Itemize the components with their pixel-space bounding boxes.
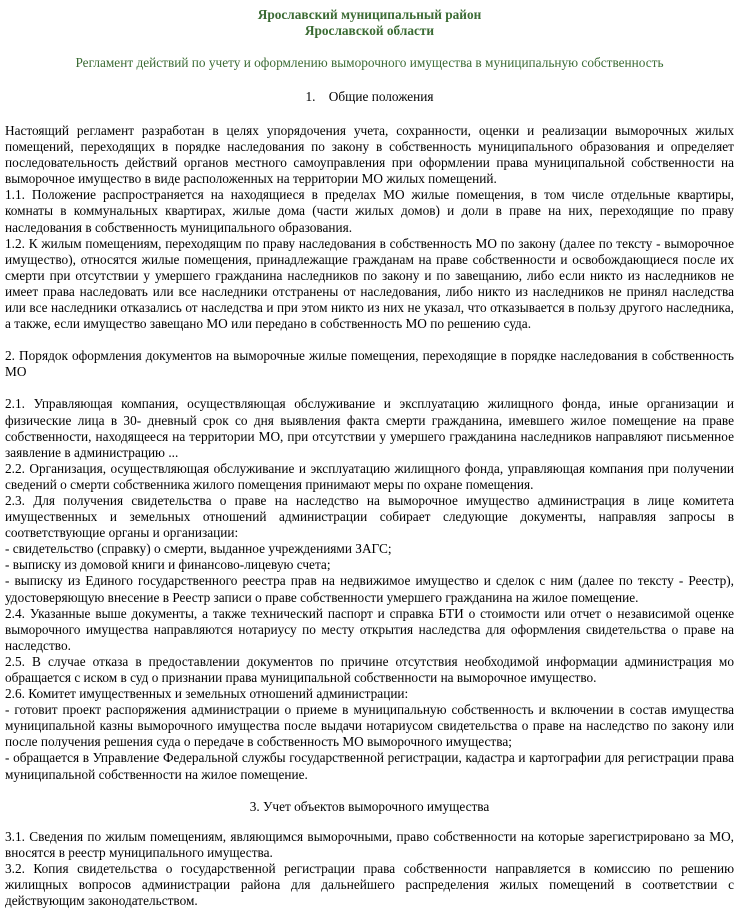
- document-body: [5, 123, 734, 783]
- paragraph-2-3: 2.3. Для получения свидетельства о праве на наследство на выморочное имущество администрация в лице комитета имущественных и земельных отношений администрации собирает следующие документы, направляя запросы в соответствующие органы и организации:: [5, 492, 734, 541]
- list-item: - свидетельство (справку) о смерти, выданное учреждениями ЗАГС;: [5, 541, 392, 557]
- paragraph-2-2: 2.2. Организация, осуществляющая обслуживание и эксплуатацию жилищного фонда, управляющая компания при получении сведений о смерти собственника жилого помещения принимают меры по охране помещения.: [5, 460, 734, 492]
- paragraph-3-2: 3.2. Копия свидетельства о государственной регистрации права собственности направляется в комиссию по решению жилищных вопросов администрации района для дальнейшего распределения жилых помещений в соответствии с действующим законодательством.: [5, 860, 734, 909]
- section-1-heading: 1. Общие положения: [305, 89, 434, 104]
- paragraph-2-4: 2.4. Указанные выше документы, а также технический паспорт и справка БТИ о стоимости или отчет о независимой оценке выморочного имущества направляются нотариусу по месту открытия наследства для оформления свидетельства о праве на наследство.: [5, 605, 734, 653]
- section-2-heading: 2. Порядок оформления документов на выморочные жилые помещения, переходящие в порядке наследования в собственность МО: [5, 348, 734, 380]
- list-item: - обращается в Управление Федеральной службы государственной регистрации, кадастра и картографии для регистрации права муниципальной собственности на жилое помещение.: [5, 750, 734, 782]
- paragraph-2-6: 2.6. Комитет имущественных и земельных отношений администрации:: [5, 686, 409, 702]
- paragraph-1-1: 1.1. Положение распространяется на находящиеся в пределах МО жилые помещения, в том числе отдельные квартиры, комнаты в коммунальных квартирах, жилые дома (части жилых домов) и доли в праве на них, переходящие по праву наследования в собственность муниципального образования.: [5, 187, 734, 235]
- list-item: - готовит проект распоряжения администрации о приеме в муниципальную собственность и включении в состав имущества муниципальной казны выморочного имущества после выдачи нотариусом свидетельства о праве на наследство по закону или после получения решения суда о передаче в собственность МО выморочного имущества;: [5, 702, 734, 750]
- paragraph-2-1: 2.1. Управляющая компания, осуществляющая обслуживание и эксплуатацию жилищного фонда, иные организации и физические лица в 30- дневный срок со дня выявления факта смерти гражданина, имевшего жилое помещение на праве собственности, находящееся на территории МО, при отсутствии у умершего гражданина наследников направляют письменное заявление в администрацию ...: [5, 396, 734, 460]
- paragraph-2-5: 2.5. В случае отказа в предоставлении документов по причине отсутствия необходимой информации администрация мо обращается с иском в суд о признании права муниципальной собственности на выморочное имущество.: [5, 653, 734, 685]
- paragraph-1-2: 1.2. К жилым помещениям, переходящим по праву наследования в собственность МО по закону (далее по тексту - выморочное имущество), относятся жилые помещения, принадлежащие гражданам на праве собственности и освобождающиеся после их смерти при отсутствии у умершего гражданина наследников по закону и по завещанию, либо если никто из наследников не имеет права наследовать или все наследники отстранены от наследования, либо никто из наследников не принял наследства или все наследники отказались от наследства и при этом никто из них не указал, что отказывается в пользу другого наследника, а также, если имущество завещано МО или передано в собственность МО по решению суда.: [5, 235, 734, 332]
- document-title: Регламент действий по учету и оформлению выморочного имущества в муниципальную собственность: [75, 55, 664, 70]
- list-item: - выписку из Единого государственного реестра прав на недвижимое имущество и сделок с ним (далее по тексту - Реестр), удостоверяющую внесение в Реестр записи о праве собственности умершего гражданина на жилое помещение.: [5, 573, 734, 605]
- section-3-heading: 3. Учет объектов выморочного имущества: [249, 798, 490, 814]
- list-item: - выписку из домовой книги и финансово-лицевую счета;: [5, 557, 331, 573]
- document-header: [5, 0, 734, 39]
- header-district: Ярославский муниципальный район: [257, 7, 482, 22]
- paragraph-3-1: 3.1. Сведения по жилым помещениям, являющимся выморочными, право собственности на которые зарегистрировано за МО, вносятся в реестр муниципального имущества.: [5, 828, 734, 860]
- header-region: Ярославской области: [304, 23, 435, 38]
- section-1-intro: Настоящий регламент разработан в целях упорядочения учета, сохранности, оценки и реализации выморочных жилых помещений, переходящих в порядке наследования по закону в собственность муниципального образования и определяет последовательность действий органов местного самоуправления при оформлении права муниципальной собственности на выморочное имущество в виде расположенных на территории МО жилых помещений.: [5, 123, 734, 187]
- section-3-body: [5, 829, 734, 909]
